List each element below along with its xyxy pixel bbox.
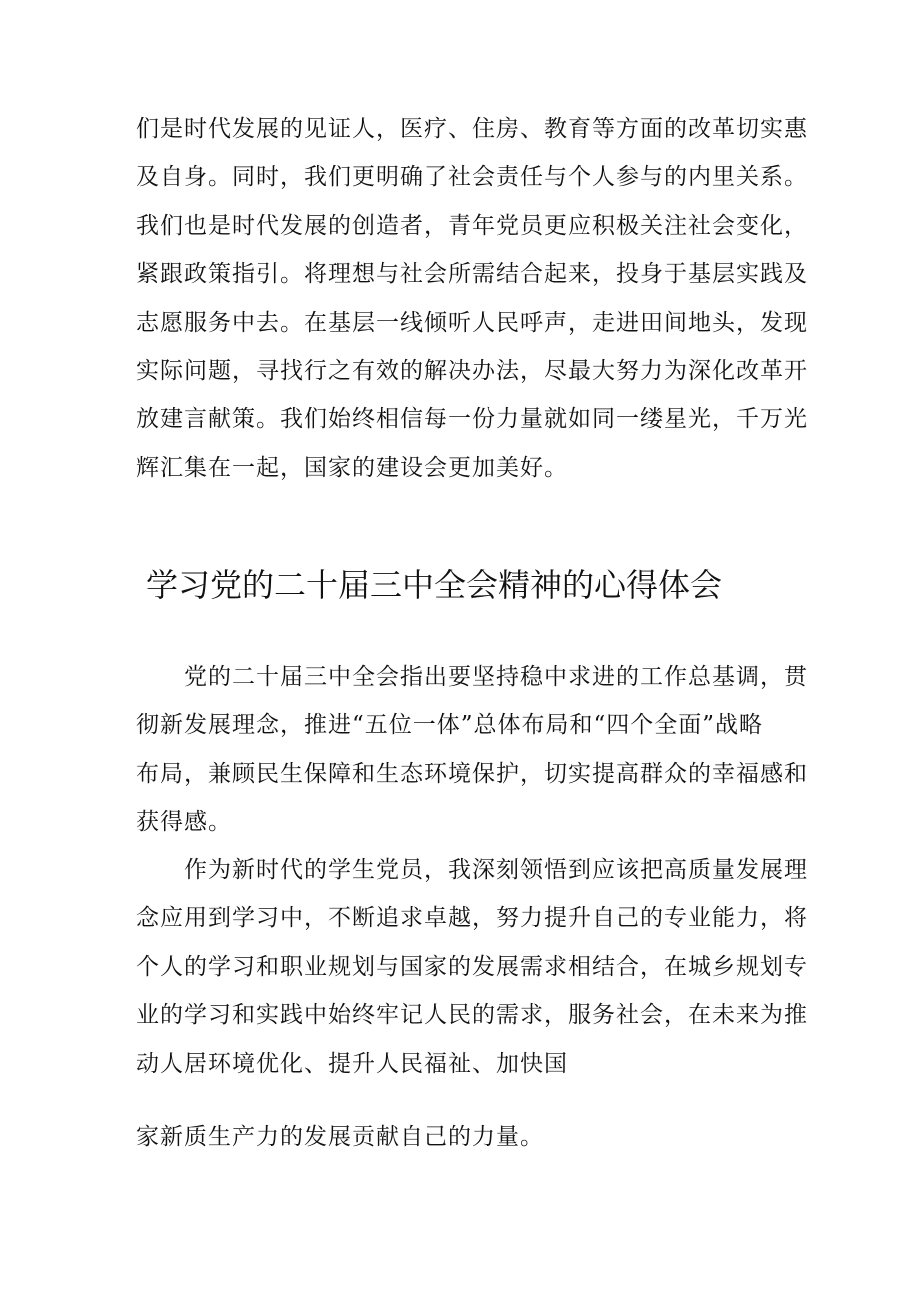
- text-line: 我们也是时代发展的创造者，青年党员更应积极关注社会变化，: [136, 212, 808, 239]
- document-title: 学习党的二十届三中全会精神的心得体会: [146, 566, 723, 604]
- text-line: 党的二十届三中全会指出要坚持稳中求进的工作总基调，贯: [184, 664, 808, 690]
- text-line: 业的学习和实践中始终牢记人民的需求，服务社会，在未来为推: [136, 1002, 808, 1029]
- text-line: 动人居环境优化、提升人民福祉、加快国: [136, 1050, 568, 1077]
- text-line: 作为新时代的学生党员，我深刻领悟到应该把高质量发展理: [184, 857, 808, 883]
- text-line: 实际问题，寻找行之有效的解决办法，尽最大努力为深化改革开: [136, 358, 808, 385]
- paragraph-plenum-summary: [136, 653, 808, 847]
- text-line: 彻新发展理念，推进“五位一体”总体布局和“四个全面”战略: [136, 712, 764, 739]
- text-line: 个人的学习和职业规划与国家的发展需求相结合，在城乡规划专: [136, 953, 808, 980]
- paragraph-final-line: [136, 1113, 796, 1161]
- text-line: 念应用到学习中，不断追求卓越，努力提升自己的专业能力，将: [136, 905, 808, 932]
- paragraph-continued: [136, 105, 808, 492]
- text-line: 家新质生产力的发展贡献自己的力量。: [136, 1124, 544, 1150]
- text-line: 及自身。同时，我们更明确了社会责任与个人参与的内里关系。: [136, 164, 808, 191]
- text-line: 紧跟政策指引。将理想与社会所需结合起来，投身于基层实践及: [136, 261, 808, 288]
- text-line: 布局，兼顾民生保障和生态环境保护，切实提高群众的幸福感和: [136, 760, 808, 787]
- text-line: 辉汇集在一起，国家的建设会更加美好。: [136, 454, 568, 481]
- text-line: 放建言献策。我们始终相信每一份力量就如同一缕星光，千万光: [136, 406, 808, 433]
- text-line: 志愿服务中去。在基层一线倾听人民呼声，走进田间地头，发现: [136, 309, 808, 336]
- text-line: 们是时代发展的见证人，医疗、住房、教育等方面的改革切实惠: [136, 116, 808, 142]
- text-line: 获得感。: [136, 809, 232, 836]
- paragraph-student-reflection: [136, 846, 808, 1088]
